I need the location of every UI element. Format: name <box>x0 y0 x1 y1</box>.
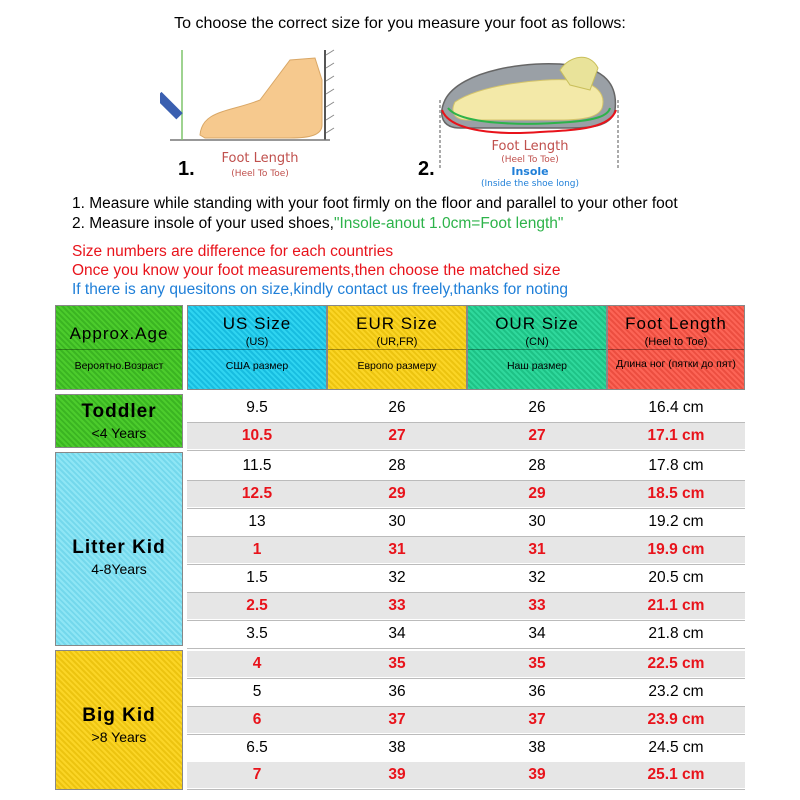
our-size-cell: 30 <box>528 513 546 530</box>
eur-size-cell: 27 <box>388 427 406 444</box>
instruction-step-2-highlight: "Insole-anout 1.0cm=Foot length" <box>333 215 564 232</box>
insole-label: Insole <box>511 165 549 178</box>
our-size-cell: 39 <box>528 766 546 783</box>
us-size-cell: 1 <box>252 541 262 558</box>
our-size-cell: 27 <box>528 427 546 444</box>
our-size-cell: 31 <box>528 541 546 558</box>
header-eur-code: (UR,FR) <box>376 336 418 348</box>
header-us-title: US Size <box>222 314 292 333</box>
foot-length-label: Foot Length <box>221 151 299 166</box>
our-size-cell: 37 <box>528 711 546 728</box>
header-eur-subtitle: Европо размеру <box>357 360 437 372</box>
header-us-code: (US) <box>245 336 269 348</box>
page-title: To choose the correct size for you measure your foot as follows: <box>174 15 626 32</box>
header-divider <box>328 349 466 350</box>
age-group-name: Litter Kid <box>72 537 166 558</box>
foot-length-cell: 17.1 cm <box>647 427 705 444</box>
table-row <box>187 481 745 507</box>
instruction-step-1: 1. Measure while standing with your foot firmly on the floor and parallel to your other foot <box>72 195 678 212</box>
header-eur-title: EUR Size <box>356 314 438 333</box>
foot-length-cell: 23.9 cm <box>647 711 705 728</box>
eur-size-cell: 26 <box>388 399 406 416</box>
note-contact: If there is any quesitons on size,kindly contact us freely,thanks for noting <box>72 281 568 298</box>
us-size-cell: 1.5 <box>246 569 268 586</box>
header-divider <box>56 349 182 350</box>
us-size-cell: 6 <box>252 711 262 728</box>
header-our-code: (CN) <box>525 336 549 348</box>
foot-length-cell: 18.5 cm <box>647 485 705 502</box>
age-group-range: 4-8Years <box>91 561 147 577</box>
eur-size-cell: 30 <box>388 513 406 530</box>
header-our-size <box>467 305 607 390</box>
us-size-cell: 2.5 <box>246 597 268 614</box>
foot-length-cell: 23.2 cm <box>648 683 704 700</box>
our-size-cell: 28 <box>528 457 546 474</box>
foot-length-cell: 24.5 cm <box>648 739 704 756</box>
foot-length-cell: 16.4 cm <box>648 399 704 416</box>
header-our-title: OUR Size <box>495 314 579 333</box>
instruction-step-2-text: 2. Measure insole of your used shoes, <box>72 215 334 232</box>
insole-measure-illustration <box>420 40 630 190</box>
foot-length-cell: 20.5 cm <box>648 569 704 586</box>
table-row <box>187 679 745 705</box>
header-divider <box>468 349 606 350</box>
us-size-cell: 6.5 <box>246 739 268 756</box>
table-row <box>187 762 745 788</box>
our-size-cell: 29 <box>528 485 546 502</box>
header-age-title: Approx.Age <box>69 324 169 343</box>
eur-size-cell: 31 <box>388 541 406 558</box>
foot-length-cell: 22.5 cm <box>647 655 705 672</box>
header-us-subtitle: США размер <box>225 360 289 372</box>
us-size-cell: 9.5 <box>246 399 268 416</box>
our-size-cell: 33 <box>528 597 546 614</box>
eur-size-cell: 33 <box>388 597 406 614</box>
inside-shoe-label: (Inside the shoe long) <box>480 179 580 189</box>
our-size-cell: 36 <box>528 683 546 700</box>
age-group-range: <4 Years <box>91 425 147 441</box>
age-group-toddler <box>55 394 183 448</box>
our-size-cell: 34 <box>528 625 546 642</box>
eur-size-cell: 29 <box>388 485 406 502</box>
eur-size-cell: 34 <box>388 625 406 642</box>
header-divider <box>608 349 744 350</box>
header-foot-title: Foot Length <box>625 314 727 333</box>
header-eur-size <box>327 305 467 390</box>
foot-length-cell: 19.2 cm <box>648 513 704 530</box>
eur-size-cell: 39 <box>388 766 406 783</box>
us-size-cell: 13 <box>248 513 266 530</box>
our-size-cell: 26 <box>528 399 546 416</box>
header-age-subtitle: Вероятно.Возраст <box>74 360 164 372</box>
eur-size-cell: 36 <box>388 683 406 700</box>
table-row <box>187 621 745 647</box>
us-size-cell: 11.5 <box>242 457 272 474</box>
our-size-cell: 38 <box>528 739 546 756</box>
eur-size-cell: 35 <box>388 655 406 672</box>
age-group-litter-kid <box>55 452 183 646</box>
our-size-cell: 32 <box>528 569 546 586</box>
table-row <box>187 651 745 677</box>
header-foot-length <box>607 305 745 390</box>
us-size-cell: 12.5 <box>241 485 273 502</box>
header-approx-age <box>55 305 183 390</box>
heel-to-toe-label-2: (Heel To Toe) <box>501 155 559 165</box>
us-size-cell: 10.5 <box>241 427 273 444</box>
foot-length-cell: 21.1 cm <box>647 597 705 614</box>
us-size-cell: 4 <box>252 655 262 672</box>
age-group-name: Big Kid <box>82 705 156 726</box>
eur-size-cell: 37 <box>388 711 406 728</box>
foot-length-cell: 25.1 cm <box>647 766 705 783</box>
step-number-1: 1. <box>178 158 195 180</box>
foot-length-cell: 17.8 cm <box>648 457 704 474</box>
our-size-cell: 35 <box>528 655 546 672</box>
header-foot-code: (Heel to Toe) <box>644 336 708 348</box>
eur-size-cell: 32 <box>388 569 406 586</box>
us-size-cell: 3.5 <box>246 625 268 642</box>
table-row <box>187 565 745 591</box>
header-our-subtitle: Наш размер <box>506 360 568 372</box>
foot-length-cell: 19.9 cm <box>647 541 705 558</box>
heel-to-toe-label: (Heel To Toe) <box>231 169 289 179</box>
header-us-size <box>187 305 327 390</box>
table-row <box>187 537 745 563</box>
age-group-big-kid <box>55 650 183 790</box>
table-row <box>187 395 745 421</box>
eur-size-cell: 28 <box>388 457 406 474</box>
table-row <box>187 453 745 479</box>
age-group-name: Toddler <box>81 401 157 422</box>
us-size-cell: 7 <box>252 766 262 783</box>
table-row <box>187 423 745 449</box>
step-number-2: 2. <box>418 158 435 180</box>
age-group-range: >8 Years <box>91 729 147 745</box>
note-size-difference: Size numbers are difference for each countries <box>72 243 394 260</box>
note-choose-size: Once you know your foot measurements,then choose the matched size <box>72 262 561 279</box>
us-size-cell: 5 <box>252 683 262 700</box>
table-row <box>187 707 745 733</box>
foot-length-cell: 21.8 cm <box>648 625 704 642</box>
foot-length-label-2: Foot Length <box>491 139 569 154</box>
instruction-step-2 <box>72 215 563 233</box>
table-row <box>187 735 745 761</box>
header-foot-subtitle: Длина ног (пятки до пят) <box>616 358 736 370</box>
table-row <box>187 509 745 535</box>
eur-size-cell: 38 <box>388 739 406 756</box>
table-row <box>187 593 745 619</box>
header-divider <box>188 349 326 350</box>
